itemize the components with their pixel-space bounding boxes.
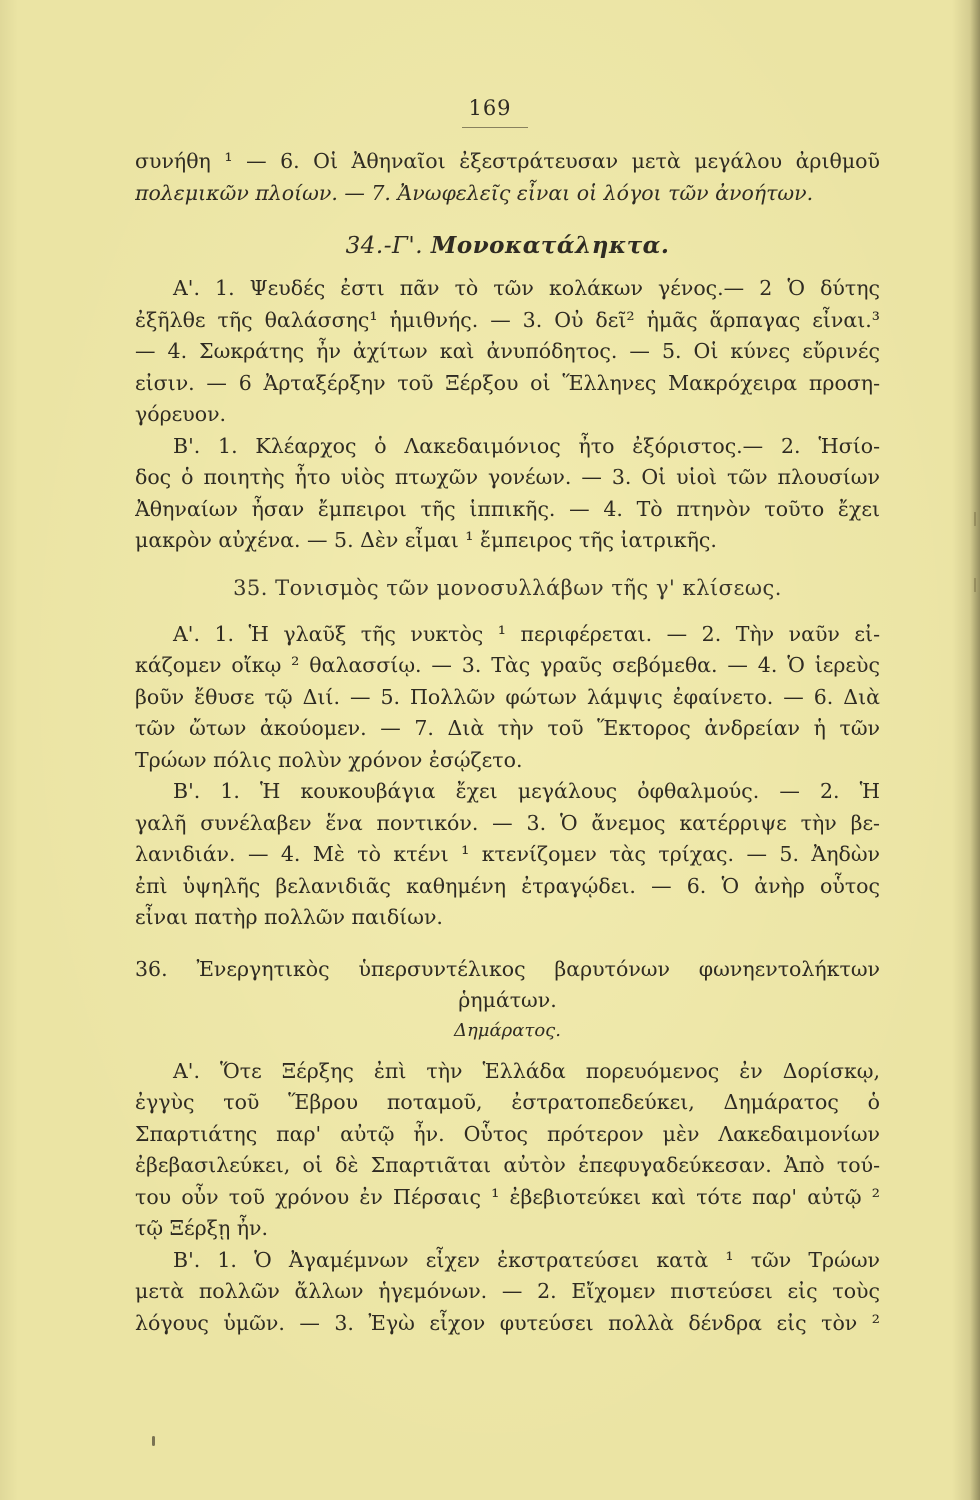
text-line: εἶναι πατὴρ πολλῶν παιδίων. [135,905,443,929]
page-number-rule [462,127,528,128]
page-text [135,146,880,1339]
text-line: μετὰ πολλῶν ἄλλων ἡγεμόνων. — 2. Εἴχομεν πιστεύσει εἰς τοὺς [135,1279,880,1303]
text-line: τῶν ὤτων ἀκούομεν. — 7. Διὰ τὴν τοῦ Ἕκτορος ἀνδρείαν ἡ τῶν [135,716,880,740]
text-line: λανιδιάν. — 4. Μὲ τὸ κτένι ¹ κτενίζομεν τὰς τρίχας. — 5. Ἀηδὼν [135,842,880,866]
edge-mark [974,578,976,592]
text-line: συνήθη ¹ — 6. Οἱ Ἀθηναῖοι ἐξεστράτευσαν μετὰ μεγάλου ἀριθμοῦ [135,149,880,173]
section-heading-36: 36. Ἐνεργητικὸς ὑπερσυντέλικος βαρυτόνων φωνηεντολήκτων [135,956,880,981]
text-line: ἐγγὺς τοῦ Ἕβρου ποταμοῦ, ἐστρατοπεδεύκει, Δημάρατος ὁ [135,1090,880,1114]
text-line: του οὖν τοῦ χρόνου ἐν Πέρσαις ¹ ἐβεβιοτεύκει καὶ τότε παρ' αὐτῷ ² [135,1184,880,1209]
text-line: γαλῆ συνέλαβεν ἕνα ποντικόν. — 3. Ὁ ἄνεμος κατέρριψε τὴν βε- [135,810,880,835]
text-line: μακρὸν αὐχένα. — 5. Δὲν εἶμαι ¹ ἔμπειρος τῆς ἰατρικῆς. [135,528,717,552]
text-line: κάζομεν οἴκῳ ² θαλασσίῳ. — 3. Τὰς γραῦς σεβόμεθα. — 4. Ὁ ἱερεὺς [135,653,880,677]
section-title: Μονοκατάληκτα. [430,232,670,259]
page-number: 169 [468,96,512,120]
text-line: βοῦν ἔθυσε τῷ Διί. — 5. Πολλῶν φώτων λάμψις ἐφαίνετο. — 6. Διὰ [135,684,880,709]
text-line: ἐξῆλθε τῆς θαλάσσης¹ ἡμιθνής. — 3. Οὐ δεῖ² ἡμᾶς ἅρπαγας εἶναι.³ [135,307,880,332]
section-heading-34 [135,229,880,263]
text-line: Α'. Ὅτε Ξέρξης ἐπὶ τὴν Ἑλλάδα πορευόμενος ἐν Δορίσκῳ, [173,1058,880,1083]
text-line: ἐπὶ ὑψηλῆς βελανιδιᾶς καθημένη ἐτραγῴδει. — 6. Ὁ ἀνὴρ οὗτος [135,873,880,898]
text-line: Σπαρτιάτης παρ' αὐτῷ ἦν. Οὗτος πρότερον μὲν Λακεδαιμονίων [135,1121,880,1146]
section-heading-36-cont: ῥημάτων. [458,987,557,1012]
text-line: Α'. 1. Ψευδές ἐστι πᾶν τὸ τῶν κολάκων γένος.— 2 Ὁ δύτης [173,276,880,300]
section-heading-35: 35. Τονισμὸς τῶν μονοσυλλάβων τῆς γ' κλίσεως. [233,575,782,600]
section-number: 34.-Γ'. [345,233,424,259]
text-line: γόρευον. [135,402,227,426]
text-line: Β'. 1. Ἡ κουκουβάγια ἔχει μεγάλους ὀφθαλμούς. — 2. Ἡ [173,779,880,803]
text-line: πολεμικῶν πλοίων. — 7. Ἀνωφελεῖς εἶναι οἱ λόγοι τῶν ἀνοήτων. [135,180,814,205]
text-line: Τρώων πόλις πολὺν χρόνον ἐσῴζετο. [135,747,523,772]
text-line: λόγους ὑμῶν. — 3. Ἐγὼ εἶχον φυτεύσει πολλὰ δένδρα εἰς τὸν ² [135,1310,880,1335]
text-line: ἐβεβασιλεύκει, οἱ δὲ Σπαρτιᾶται αὐτὸν ἐπεφυγαδεύκεσαν. Ἀπὸ τού- [135,1153,880,1177]
text-line: δος ὁ ποιητὴς ἦτο υἱὸς πτωχῶν γονέων. — 3. Οἱ υἱοὶ τῶν πλουσίων [135,465,880,489]
text-line: — 4. Σωκράτης ἦν ἀχίτων καὶ ἀνυπόδητος. — 5. Οἱ κύνες εὔρινές [135,339,880,363]
edge-mark [974,512,976,526]
text-line: τῷ Ξέρξῃ ἦν. [135,1216,269,1240]
story-title: Δημάρατος. [454,1019,561,1041]
text-line: Ἀθηναίων ἦσαν ἔμπειροι τῆς ἱππικῆς. — 4. Τὸ πτηνὸν τοῦτο ἔχει [135,496,880,521]
text-line: Α'. 1. Ἡ γλαῦξ τῆς νυκτὸς ¹ περιφέρεται. — 2. Τὴν ναῦν εἰ- [173,621,880,646]
page-edge-shadow [970,0,980,1500]
text-line: Β'. 1. Κλέαρχος ὁ Λακεδαιμόνιος ἦτο ἐξόριστος.— 2. Ἡσίο- [173,433,880,458]
text-line: Β'. 1. Ὁ Ἀγαμέμνων εἶχεν ἐκστρατεύσει κατὰ ¹ τῶν Τρώων [173,1247,880,1272]
text-line: εἰσιν. — 6 Ἀρταξέρξην τοῦ Ξέρξου οἱ Ἕλληνες Μακρόχειρα προση- [135,370,880,395]
ink-speck [152,1436,155,1446]
